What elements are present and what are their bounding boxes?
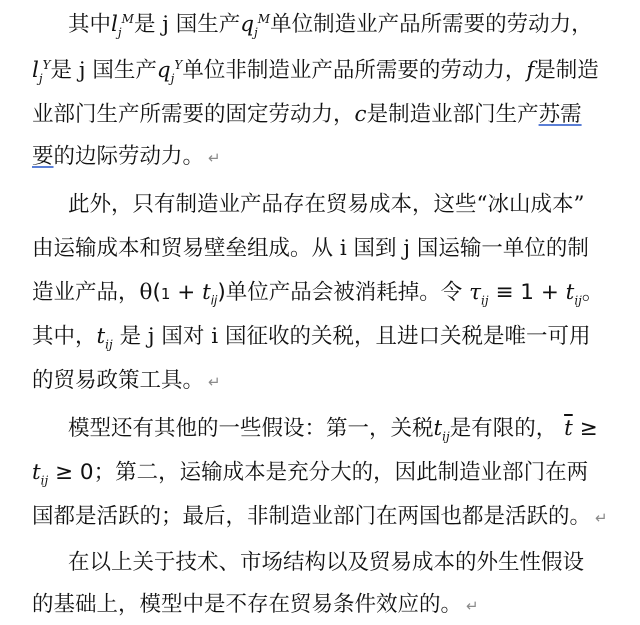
math-q-j-Y: $q_j^Y$ [156, 57, 183, 86]
math-1-plus-tij: $(1 + t_{ij})$ [152, 280, 226, 308]
paragraph-mark: ↵ [466, 597, 479, 615]
p3-line-2: $t_{ij} \ge 0$；第二，运输成本是充分大的，因此制造业部门在两 [32, 460, 589, 488]
p2-line-4: 其中，$t_{ij}$ 是 j 国对 i 国征收的关税，且进口关税是唯一可用 [32, 324, 591, 352]
math-f: f [526, 58, 535, 83]
math-t-ij: $t_{ij}$ [96, 324, 113, 352]
p2-line-3: 造业产品，$\theta(1 + t_{ij})$单位产品会被消耗掉。令 $\tau_{ij} \equiv 1 + t_{ij}$。 [32, 280, 604, 308]
p3-line-1: 模型还有其他的一些假设：第一，关税$t_{ij}$是有限的， $\overline{t}$ ≥ [68, 416, 598, 444]
paragraph-mark: ↵ [208, 149, 221, 167]
math-t-ij: $t_{ij}$ [433, 416, 450, 444]
math-l-j-Y: $l_j^Y$ [32, 57, 51, 86]
p1-line-1: 其中$l_j^M$是 j 国生产$q_j^M$单位制造业产品所需要的劳动力， [68, 11, 593, 40]
math-q-j-M: $q_j^M$ [240, 11, 271, 40]
math-c: c [354, 102, 367, 127]
p1-line-3: 业部门生产所需要的固定劳动力，c是制造业部门生产苏需 [32, 102, 582, 127]
math-tau-def: $\tau_{ij} \equiv 1 + t_{ij}$ [469, 280, 582, 308]
math-t-ij-ge-0: $t_{ij} \ge 0$ [32, 460, 94, 488]
p2-line-1: 此外，只有制造业产品存在贸易成本，这些“冰山成本” [68, 192, 585, 217]
paragraph-mark: ↵ [595, 509, 608, 527]
p2-line-2: 由运输成本和贸易壁垒组成。从 i 国到 j 国运输一单位的制 [32, 236, 589, 261]
p1-line-4: 要的边际劳动力。 ↵ [32, 144, 221, 169]
paragraph-mark: ↵ [208, 373, 221, 391]
p3-line-3: 国都是活跃的；最后，非制造业部门在两国也都是活跃的。 ↵ [32, 504, 608, 529]
math-t-bar: $\overline{t}$ ≥ [564, 416, 598, 441]
p1-line-2: $l_j^Y$是 j 国生产$q_j^Y$单位非制造业产品所需要的劳动力，f是制造 [32, 57, 599, 86]
p2-line-5: 的贸易政策工具。 ↵ [32, 368, 221, 393]
spellcheck-underline: 苏需 [538, 102, 582, 127]
math-l-j-M: $l_j^M$ [111, 11, 134, 40]
p4-line-1: 在以上关于技术、市场结构以及贸易成本的外生性假设 [68, 550, 585, 575]
p4-line-2: 的基础上，模型中是不存在贸易条件效应的。 ↵ [32, 592, 479, 617]
